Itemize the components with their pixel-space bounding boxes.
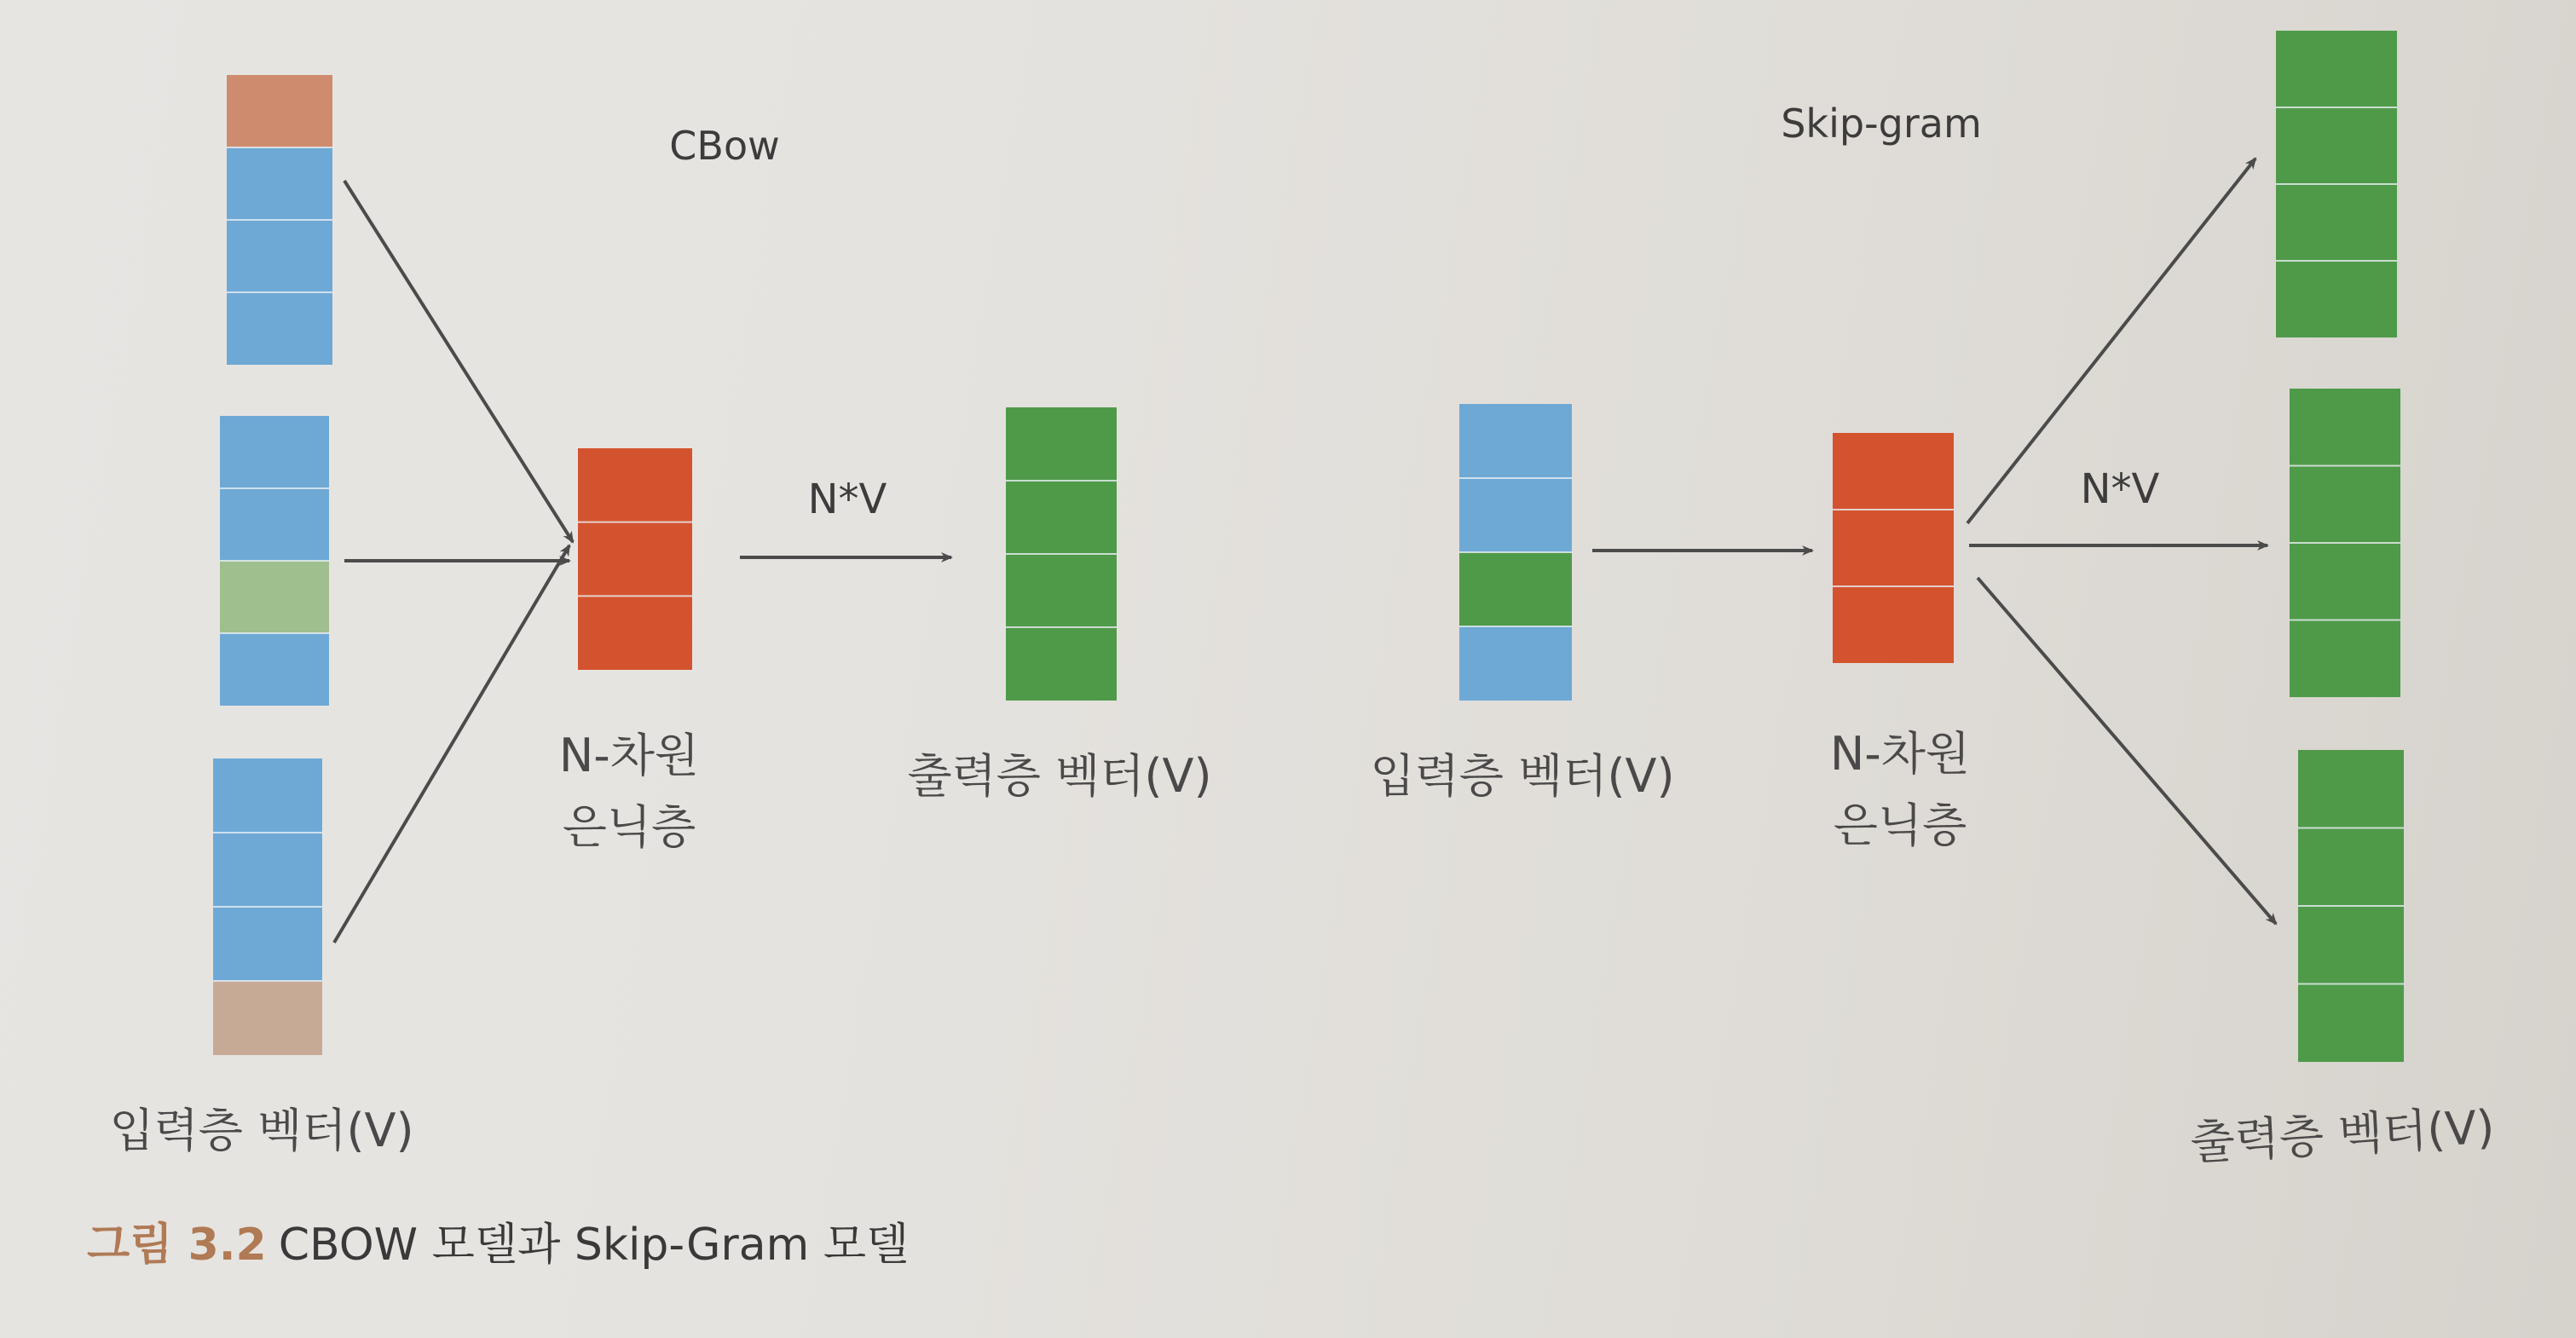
cbow-input-vector-3-cell-3 (213, 907, 322, 981)
cbow-input-vector-2-cell-3 (220, 561, 329, 633)
cbow-input-vector-2 (220, 416, 329, 706)
figure-caption (87, 1208, 909, 1272)
skipgram-output-vector-2-cell-4 (2290, 620, 2400, 698)
cbow-output-vector-cell-4 (1006, 627, 1117, 701)
cbow-hidden-line1: N-차원 (558, 729, 700, 782)
skipgram-hidden-layer-cell-1 (1833, 433, 1954, 510)
skipgram-output-vector-3 (2298, 750, 2404, 1062)
skipgram-output-vector-1-cell-3 (2276, 184, 2397, 261)
skipgram-hidden-layer-cell-2 (1833, 510, 1954, 586)
skipgram-nv-label: N*V (2080, 465, 2160, 513)
skipgram-input-vector-cell-3 (1459, 552, 1572, 626)
cbow-output-vector-cell-1 (1006, 407, 1117, 481)
cbow-input-vector-2-cell-2 (220, 488, 329, 561)
cbow-input-vector-1-cell-1 (227, 75, 332, 147)
skipgram-output-vector-3-cell-3 (2298, 906, 2404, 984)
skipgram-input-label: 입력층 벡터(V) (1370, 749, 1675, 803)
caption-figure-number: 그림 3.2 (87, 1220, 267, 1271)
skipgram-output-vector-2-cell-2 (2290, 466, 2400, 544)
cbow-output-vector (1006, 407, 1117, 701)
cbow-arrow-input3-to-hidden (334, 545, 569, 943)
skipgram-hidden-layer-cell-3 (1833, 586, 1954, 663)
cbow-title: CBow (669, 123, 780, 169)
skipgram-output-vector-3-cell-2 (2298, 828, 2404, 907)
cbow-input-vector-3-cell-4 (213, 981, 322, 1055)
skipgram-input-vector-cell-4 (1459, 626, 1572, 701)
cbow-input-vector-1-cell-3 (227, 220, 332, 292)
skipgram-output-label: 출력층 벡터(V) (2189, 1099, 2496, 1170)
skipgram-output-vector-2-cell-1 (2290, 389, 2400, 466)
cbow-hidden-layer-cell-2 (578, 522, 692, 597)
cbow-nv-label: N*V (807, 476, 887, 523)
cbow-input-vector-2-cell-1 (220, 416, 329, 488)
skipgram-output-vector-3-cell-1 (2298, 750, 2404, 828)
caption-text: CBOW 모델과 Skip-Gram 모델 (278, 1220, 910, 1271)
skipgram-output-vector-1-cell-4 (2276, 261, 2397, 337)
cbow-input-vector-3-cell-2 (213, 833, 322, 907)
skipgram-hidden-line2: 은닉층 (1833, 798, 1967, 852)
cbow-hidden-line2: 은닉층 (562, 799, 696, 854)
cbow-input-label: 입력층 벡터(V) (109, 1104, 414, 1157)
skipgram-output-vector-2-cell-3 (2290, 543, 2400, 620)
skipgram-output-vector-3-cell-4 (2298, 984, 2404, 1063)
cbow-hidden-layer (578, 448, 692, 670)
cbow-hidden-layer-cell-3 (578, 596, 692, 670)
skipgram-output-vector-1-cell-1 (2276, 31, 2397, 107)
skipgram-hidden-layer (1833, 433, 1954, 663)
cbow-arrow-input1-to-hidden (344, 181, 573, 542)
cbow-output-label: 출력층 벡터(V) (907, 749, 1212, 803)
cbow-input-vector-1-cell-2 (227, 147, 332, 220)
cbow-hidden-layer-cell-1 (578, 448, 692, 522)
cbow-input-vector-1-cell-4 (227, 292, 332, 365)
cbow-input-vector-3 (213, 758, 322, 1055)
cbow-input-vector-2-cell-4 (220, 633, 329, 706)
cbow-output-vector-cell-2 (1006, 481, 1117, 554)
skipgram-input-vector (1459, 404, 1572, 701)
skipgram-input-vector-cell-1 (1459, 404, 1572, 478)
skipgram-output-vector-2 (2290, 389, 2400, 697)
skipgram-arrow-hidden-to-output3 (1978, 578, 2276, 924)
cbow-output-vector-cell-3 (1006, 554, 1117, 627)
skipgram-input-vector-cell-2 (1459, 478, 1572, 552)
skipgram-output-vector-1 (2276, 31, 2397, 337)
skipgram-title: Skip-gram (1781, 101, 1982, 147)
skipgram-output-vector-1-cell-2 (2276, 107, 2397, 184)
cbow-input-vector-1 (227, 75, 332, 365)
cbow-input-vector-3-cell-1 (213, 758, 322, 833)
skipgram-hidden-line1: N-차원 (1829, 727, 1971, 781)
